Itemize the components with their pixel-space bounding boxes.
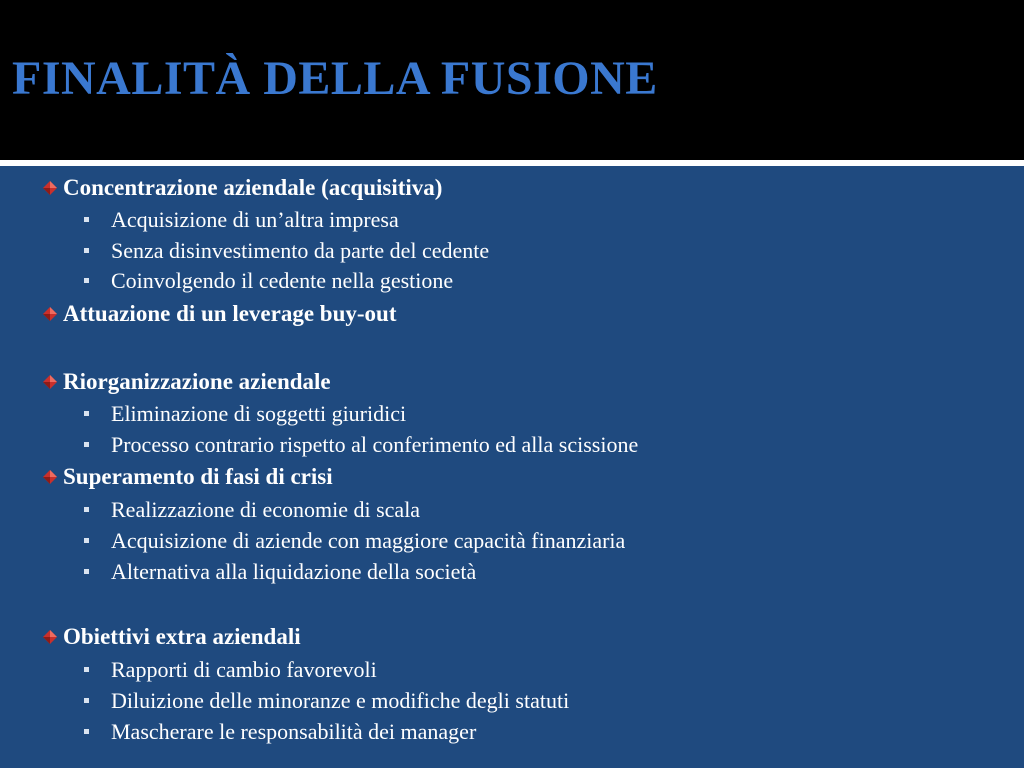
slide-content: [0, 169, 1024, 768]
sub-bullet-item: [84, 399, 406, 429]
bullet-item: [42, 299, 397, 329]
sub-bullet-text: Alternativa alla liquidazione della società: [111, 559, 477, 584]
red-diamond-bullet-icon: [42, 469, 58, 485]
sub-bullet-item: [84, 236, 489, 266]
bullet-item: [42, 622, 301, 652]
sub-bullet-text: Eliminazione di soggetti giuridici: [111, 401, 407, 426]
sub-bullet-text: Diluizione delle minoranze e modifiche degli statuti: [111, 688, 570, 713]
sub-bullet-item: [84, 266, 453, 296]
bullet-text: Obiettivi extra aziendali: [63, 624, 301, 649]
sub-bullet-item: [84, 717, 476, 747]
small-square-bullet-icon: [84, 217, 89, 222]
bullet-text: Concentrazione aziendale (acquisitiva): [63, 175, 443, 200]
small-square-bullet-icon: [84, 538, 89, 543]
sub-bullet-text: Coinvolgendo il cedente nella gestione: [111, 268, 454, 293]
small-square-bullet-icon: [84, 569, 89, 574]
sub-bullet-text: Senza disinvestimento da parte del cedente: [111, 238, 490, 263]
bullet-item: [42, 173, 442, 203]
sub-bullet-item: [84, 205, 399, 235]
red-diamond-bullet-icon: [42, 180, 58, 196]
small-square-bullet-icon: [84, 729, 89, 734]
red-diamond-bullet-icon: [42, 374, 58, 390]
sub-bullet-item: [84, 430, 638, 460]
bullet-item: [42, 367, 331, 397]
sub-bullet-text: Realizzazione di economie di scala: [111, 497, 421, 522]
bullet-text: Attuazione di un leverage buy-out: [63, 301, 397, 326]
small-square-bullet-icon: [84, 278, 89, 283]
sub-bullet-item: [84, 557, 476, 587]
sub-bullet-item: [84, 495, 420, 525]
sub-bullet-text: Processo contrario rispetto al conferimento ed alla scissione: [111, 432, 639, 457]
red-diamond-bullet-icon: [42, 306, 58, 322]
red-diamond-bullet-icon: [42, 629, 58, 645]
small-square-bullet-icon: [84, 698, 89, 703]
small-square-bullet-icon: [84, 667, 89, 672]
bullet-text: Superamento di fasi di crisi: [63, 464, 333, 489]
sub-bullet-text: Rapporti di cambio favorevoli: [111, 657, 377, 682]
bullet-text: Riorganizzazione aziendale: [63, 369, 331, 394]
small-square-bullet-icon: [84, 248, 89, 253]
header-divider: [0, 160, 1024, 166]
sub-bullet-text: Acquisizione di aziende con maggiore capacità finanziaria: [111, 528, 626, 553]
small-square-bullet-icon: [84, 411, 89, 416]
slide-header: [0, 0, 1024, 160]
sub-bullet-item: [84, 655, 377, 685]
sub-bullet-item: [84, 526, 625, 556]
slide-title: FINALITÀ DELLA FUSIONE: [12, 52, 658, 105]
sub-bullet-text: Acquisizione di un’altra impresa: [111, 207, 399, 232]
sub-bullet-text: Mascherare le responsabilità dei manager: [111, 719, 477, 744]
small-square-bullet-icon: [84, 442, 89, 447]
small-square-bullet-icon: [84, 507, 89, 512]
sub-bullet-item: [84, 686, 569, 716]
bullet-item: [42, 462, 333, 492]
